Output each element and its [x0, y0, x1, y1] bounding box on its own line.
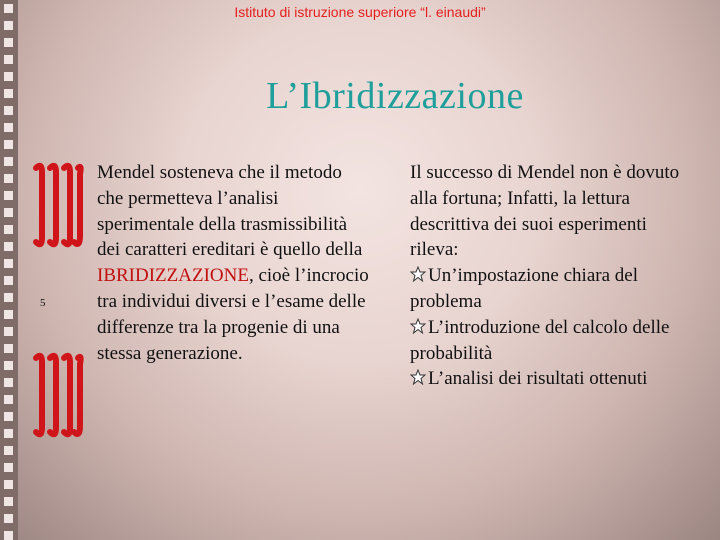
school-header: Istituto di istruzione superiore “l. einaudi”: [234, 4, 486, 20]
border-square: [4, 531, 13, 540]
border-square: [4, 191, 13, 200]
border-square: [4, 157, 13, 166]
border-square: [4, 412, 13, 421]
bullet-text: L’introduzione del calcolo delle probabilità: [410, 316, 670, 364]
border-square: [4, 429, 13, 438]
left-text-intro: Mendel sosteneva che il metodo che permetteva l’analisi sperimentale della trasmissibilità dei caratteri ereditari è quello della: [97, 162, 363, 261]
border-square: [4, 361, 13, 370]
star-bullet-icon: [410, 266, 426, 282]
border-square: [4, 21, 13, 30]
border-square: [4, 140, 13, 149]
border-square: [4, 123, 13, 132]
border-square: [4, 446, 13, 455]
ornament-top: [28, 160, 84, 250]
border-square: [4, 276, 13, 285]
border-square: [4, 310, 13, 319]
highlight-term: IBRIDIZZAZIONE: [97, 265, 249, 287]
right-text-column: [410, 160, 695, 392]
border-square: [4, 208, 13, 217]
bullet-item: [410, 315, 695, 367]
bullet-text: L’analisi dei risultati ottenuti: [428, 368, 648, 390]
border-square: [4, 327, 13, 336]
bullet-item: [410, 263, 695, 315]
border-square: [4, 38, 13, 47]
border-square: [4, 225, 13, 234]
border-square: [4, 463, 13, 472]
border-square: [4, 378, 13, 387]
slide-title: L’Ibridizzazione: [266, 75, 524, 117]
border-square: [4, 497, 13, 506]
border-square: [4, 174, 13, 183]
star-bullet-icon: [410, 369, 426, 385]
border-square: [4, 344, 13, 353]
ornament-bottom: [28, 350, 84, 440]
border-square: [4, 514, 13, 523]
border-square: [4, 480, 13, 489]
left-text-column: [97, 160, 369, 366]
border-square: [4, 259, 13, 268]
border-square: [4, 55, 13, 64]
left-text-rest: , cioè l’incrocio tra individui diversi e l’esame delle differenze tra la progenie di una stessa generazione.: [97, 265, 369, 364]
right-text-intro: Il successo di Mendel non è dovuto alla fortuna; Infatti, la lettura descrittiva dei suoi esperimenti rileva:: [410, 162, 680, 261]
bullet-item: [410, 366, 695, 392]
border-square: [4, 293, 13, 302]
slide-number: 5: [40, 297, 46, 309]
border-square: [4, 395, 13, 404]
star-bullet-icon: [410, 318, 426, 334]
border-square: [4, 242, 13, 251]
bullet-text: Un’impostazione chiara del problema: [410, 265, 638, 312]
